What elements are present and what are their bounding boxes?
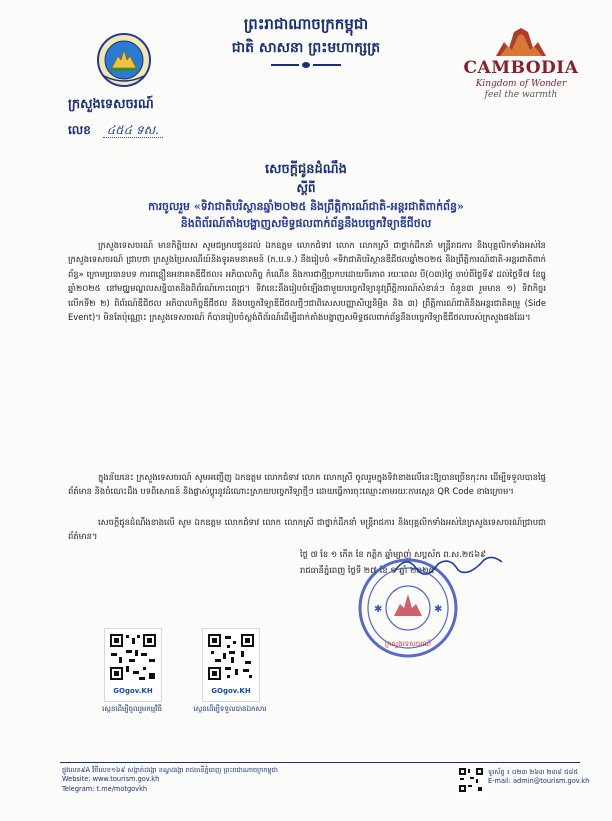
qr-code-icon xyxy=(109,633,157,681)
footer-address: ផ្លូវលេខ៩A វិថីលេខ១៦៩ សង្កាត់ដង្កោ ខណ្ឌដង្កោ រាជធានីភ្នំពេញ ព្រះរាជាណាចក្រកម្ពុជា xyxy=(62,766,278,774)
paragraph-3-text: សេចក្តីជូនដំណឹងខាងលើ សូម ឯកឧត្តម លោកជំទាវ លោក លោកស្រី ជាថ្នាក់ដឹកនាំ មន្ត្រីរាជការ និងបុគ្គលិកទាំងអស់នៃក្រសួងទេសចរណ៍ជ្រាបជាព័ត៌មាន។ xyxy=(68,517,546,542)
footer-divider xyxy=(60,762,580,763)
footer-email[interactable]: E-mail: admin@tourism.gov.kh xyxy=(488,777,590,786)
footer-qr-code-icon xyxy=(458,767,484,793)
ministry-name: ក្រសួងទេសចរណ៍ xyxy=(68,97,154,112)
signature xyxy=(388,552,508,580)
notice-subject-line1: ការចូលរួម «ទិវាជាតិបរិស្ថានឆ្នាំ២០២៥ និងព្រឹត្តិការណ៍ជាតិ-អន្តរជាតិពាក់ព័ន្ធ» xyxy=(148,200,464,213)
body-paragraph-1 xyxy=(68,238,546,470)
brand-tagline-2: feel the warmth xyxy=(484,90,558,100)
svg-text:✱: ✱ xyxy=(434,604,443,615)
kingdom-ornament xyxy=(271,62,341,68)
qr-caption-documents: ស្កេនដើម្បីទទួលបានឯកសារ xyxy=(193,705,267,713)
body-paragraph-2 xyxy=(68,470,546,514)
svg-text:✱: ✱ xyxy=(374,604,383,615)
reference-number-row xyxy=(68,122,163,140)
paragraph-1-text: ក្រសួងទេសចរណ៍ មានកិត្តិយស សូមជម្រាបជូនដល់ ឯកឧត្តម លោកជំទាវ លោក លោកស្រី ជាថ្នាក់ដឹកនាំ មន្ត្រីរាជការ និងបុគ្គលិកទាំងអស់នៃក្រសួងទេសចរណ៍ ជ្រាបថា ក្រសួងប្រៃសណីយ៍និងទូរគមនាគមន៍ (ក.ប.ទ.) នឹងរៀបចំ «ទិវាជាតិបរិស្ថានឌីជីថលឆ្នាំ២០២៥ និងព្រឹត្តិការណ៍ជាតិ-អន្តរជាតិពាក់ព័ន្ធ» ក្រោមប្រធានបទ ការពន្លឿនអនាគតឌីជីថល៖ អភិបាលកិច្ច កំណើន និងការជាថ្មីប្រកបដោយចីរភាព រយៈពេល បី(០៣)ថ្ងៃ ចាប់ពីថ្ងៃទី៩ ដល់ថ្ងៃទី៧ ខែធ្នូ ឆ្នាំ២០២៥ នៅមជ្ឈមណ្ឌលសន្និបាតនិងពិព័រណ៍កោះពេជ្រ។ ទិវានេះនឹងរៀបចំឡើងជាមួយបច្ចេកវិទ្យានូវព្រឹត្តិការណ៍សំខាន់ៗ ចំនួន៣ រួមមាន ១) ទិវាកិច្ចរលើកទី២ ២) ពិព័រណ៍ឌីជីថល អភិបាលកិច្ចឌីជីថល និងបច្ចេកវិទ្យាឌីជីថលថ្មីៗជាពិសេសបញ្ញាសិប្បនិម្មិត និង ៣) ព្រឹត្តិការណ៍ជាតិនិងអន្តរជាតិគម្រូ (Side Event)។ មិនតែប៉ុណ្ណោះ ក្រសួងទេសចរណ៍ ក៏បានរៀបចំស្តង់ពិព័រណ៍ដើម្បីដាក់តាំងបង្ហាញសមិទ្ធផលពាក់ព័ន្ធនឹងបច្ចេកវិទ្យាឌីជីថលរបស់ក្រសួងផងដែរ។ xyxy=(68,240,546,323)
brand-tagline: Kingdom of Wonder xyxy=(475,79,567,89)
paragraph-2-text: ក្នុងន័យនេះ ក្រសួងទេសចរណ៍ សូមអញ្ជើញ ឯកឧត្តម លោកជំទាវ លោក លោកស្រី ចូលរួមក្នុងទិវាខាងលើនេះឱ្យបានច្រើនកុះករ ដើម្បីទទួលបានផ្ទៃព័ត៌មាន និងចំណេះដឹង បទពិសោធន៍ និងផ្លាស់ប្តូរនូវដំណោះស្រាយបច្ចេកវិទ្យាថ្មីៗ ដោយធ្វើការចុះឈ្មោះតាមរយៈការស្កេន QR Code ខាងក្រោម។ xyxy=(68,472,546,497)
notice-subject-label: ស្តីពី xyxy=(296,181,316,195)
kingdom-header xyxy=(200,14,412,68)
footer-contact-right xyxy=(488,768,598,787)
qr-brand-label: GOgov.KH xyxy=(211,687,251,695)
footer-contact-left xyxy=(62,766,362,794)
kingdom-line2: ជាតិ សាសនា ព្រះមហាក្សត្រ xyxy=(231,40,381,56)
brand-name: CAMBODIA xyxy=(463,58,579,78)
reference-label: លេខ xyxy=(68,123,91,137)
notice-title: សេចក្តីជូនដំណឹង xyxy=(265,162,347,177)
lunar-date: ថ្ងៃ ៧ ខែ ១ កើត ខែ កត្តិក ឆ្នាំម្សាញ់ សប្តស័ក ព.ស.២៥៦៩ xyxy=(300,549,486,559)
notice-subject-line2: និងពិព័រណ៍តាំងបង្ហាញសមិទ្ធផលពាក់ព័ន្ធនឹងបច្ចេកវិទ្យាឌីជីថល xyxy=(180,217,432,230)
ministry-seal-icon xyxy=(96,32,152,88)
footer-website[interactable]: Website: www.tourism.gov.kh xyxy=(62,775,160,784)
stamp-text: ក្រសួងទេសចរណ៍ xyxy=(384,640,432,648)
qr-code-card-participate[interactable] xyxy=(104,628,162,702)
body-paragraph-3 xyxy=(68,515,546,547)
reference-number: ៤៥៤ ទស. xyxy=(103,123,163,138)
footer-phone: ទូរស័ព្ទ ៖ ០២៣ ២៦៣ ២៣៨ ៥៨៥ xyxy=(488,768,579,776)
qr-brand-label: GOgov.KH xyxy=(113,687,153,695)
solar-date: រាជធានីភ្នំពេញ ថ្ងៃទី ២៧ ខែ ១ ឆ្នាំ ២០២៥ xyxy=(300,565,435,575)
qr-caption-participate: ស្កេនដើម្បីចូលរួមកម្មវិធី xyxy=(102,705,162,713)
qr-code-card-documents[interactable] xyxy=(202,628,260,702)
qr-code-icon xyxy=(207,633,255,681)
footer-telegram[interactable]: Telegram: t.me/motgovkh xyxy=(62,784,148,793)
kingdom-line1: ព្រះរាជាណាចក្រកម្ពុជា xyxy=(243,15,369,33)
